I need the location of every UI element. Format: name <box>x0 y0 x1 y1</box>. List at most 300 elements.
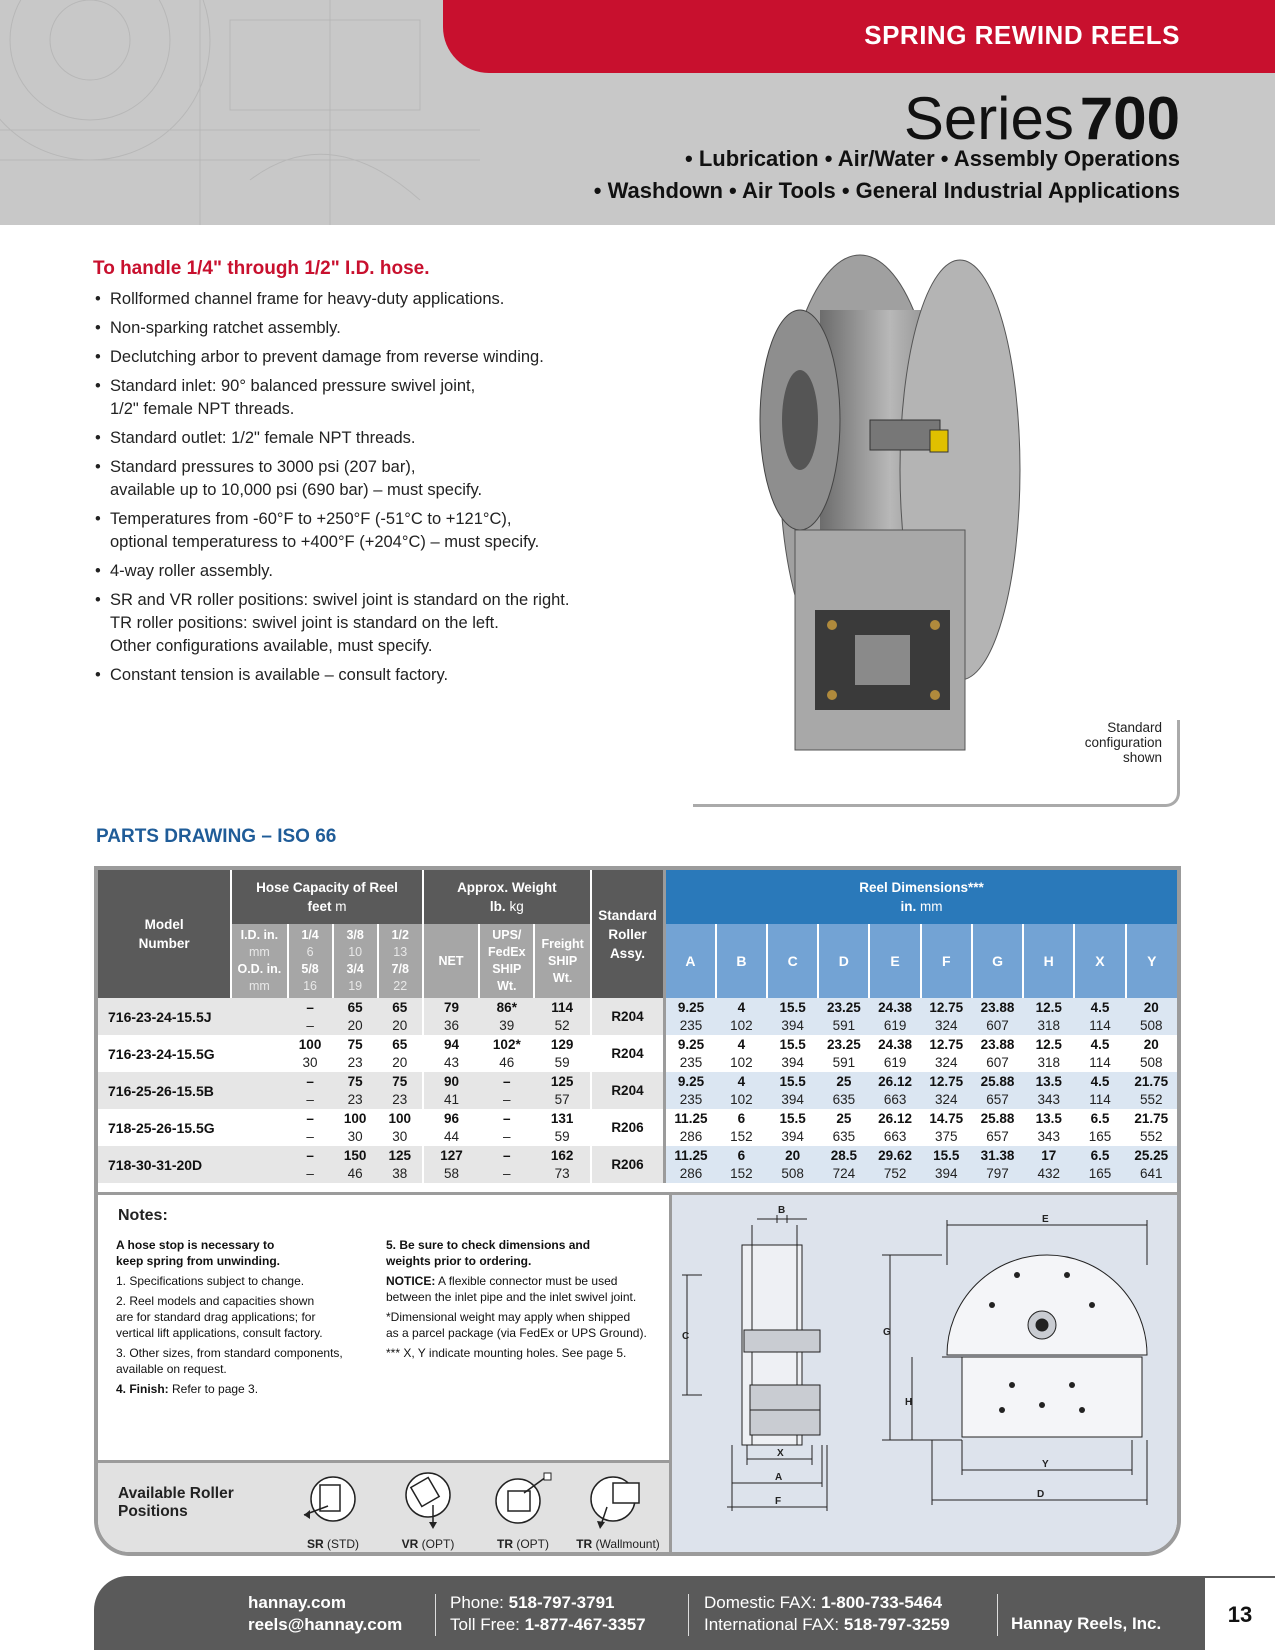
value-metric: 38 <box>392 1165 408 1181</box>
roller-assy: R206 <box>591 1109 665 1146</box>
dimension-cell <box>921 1109 972 1146</box>
value-imperial: 100 <box>298 1036 322 1052</box>
dimension-cell <box>665 1035 716 1072</box>
value-metric: 394 <box>935 1165 958 1181</box>
reel-dimensions-header <box>665 870 1177 924</box>
value-imperial: 150 <box>343 1147 367 1163</box>
value-metric: 57 <box>554 1091 570 1107</box>
roller-code: TR <box>496 1537 513 1551</box>
value-imperial: 65 <box>392 999 408 1015</box>
value-imperial: 4 <box>737 999 746 1015</box>
photo-caption: Standard configuration shown <box>1084 720 1162 765</box>
roller-code: TR <box>576 1537 593 1551</box>
roller-tr-wallmount-icon <box>583 1471 653 1531</box>
hose-capacity-title: Hose Capacity of Reel <box>256 880 398 895</box>
dimension-cell <box>665 998 716 1035</box>
value-imperial: 127 <box>440 1147 463 1163</box>
value-metric: – <box>503 1091 511 1107</box>
roller-note: (STD) <box>327 1537 359 1551</box>
value-metric: 607 <box>986 1054 1009 1070</box>
phone-label: Phone: <box>450 1593 504 1612</box>
notes-column-right <box>386 1237 666 1365</box>
value-metric: 607 <box>986 1017 1009 1033</box>
value-metric: – <box>503 1165 511 1181</box>
value-imperial: 4 <box>737 1073 746 1089</box>
notes-column-left <box>116 1237 366 1401</box>
value-imperial: – <box>306 1073 314 1089</box>
value-imperial: 23.25 <box>826 1036 861 1052</box>
value-metric: 102 <box>730 1017 753 1033</box>
dimensional-weight-note: *Dimensional weight may apply when shipped as a parcel package (via FedEx or UPS Ground). <box>386 1310 647 1340</box>
value-metric: 752 <box>883 1165 907 1181</box>
value-imperial: 23.88 <box>980 1036 1015 1052</box>
notice-text: A flexible connector must be used between the inlet pipe and the inlet swivel joint. <box>386 1274 637 1304</box>
net-weight-header: NET <box>423 924 479 998</box>
model-number: 716-25-26-15.5B <box>98 1072 231 1109</box>
dimension-cell <box>1074 998 1125 1035</box>
capacity-cell <box>378 1035 423 1072</box>
hose-size-3-8 <box>333 924 378 998</box>
value-imperial: 25 <box>836 1073 852 1089</box>
series-number: 700 <box>1079 85 1180 152</box>
dimension-drawing <box>672 1192 1177 1556</box>
value-imperial: 162 <box>550 1147 574 1163</box>
od-label: O.D. in. <box>237 962 282 976</box>
approx-weight-header <box>423 870 591 924</box>
value-imperial: 20 <box>1143 999 1159 1015</box>
capacity-cell <box>378 1072 423 1109</box>
value-metric: 394 <box>781 1128 804 1144</box>
value-metric: 552 <box>1140 1128 1163 1144</box>
value-metric: 324 <box>935 1054 958 1070</box>
dim-col-x: X <box>1074 924 1125 998</box>
value-metric: 73 <box>554 1165 570 1181</box>
value-imperial: 11.25 <box>674 1147 708 1163</box>
value-imperial: 4.5 <box>1090 1036 1110 1052</box>
feature-list <box>94 288 654 693</box>
roller-note: (Wallmount) <box>595 1537 660 1551</box>
dim-label-f: F <box>775 1496 782 1507</box>
id-label: I.D. in. <box>240 928 279 942</box>
value-metric: 235 <box>679 1054 703 1070</box>
spec-table <box>98 870 1177 1183</box>
value-imperial: 15.5 <box>779 999 806 1015</box>
value-metric: 30 <box>302 1054 318 1070</box>
value-imperial: – <box>306 999 314 1015</box>
value-imperial: 6 <box>737 1110 746 1126</box>
weight-cell <box>479 1072 534 1109</box>
notice-label: NOTICE: <box>386 1274 436 1288</box>
value-metric: 43 <box>443 1054 459 1070</box>
header-band <box>0 0 1275 225</box>
feature-item: • Declutching arbor to prevent damage from reverse winding. <box>94 346 654 369</box>
roller-note: (OPT) <box>421 1537 455 1551</box>
value-metric: 52 <box>554 1017 570 1033</box>
value-imperial: 102* <box>492 1036 521 1052</box>
weight-cell <box>534 998 590 1035</box>
value-imperial: 26.12 <box>878 1110 912 1126</box>
value-imperial: 23.88 <box>980 999 1015 1015</box>
feature-item: • Constant tension is available – consult factory. <box>94 664 654 687</box>
roller-code: SR <box>306 1537 324 1551</box>
dimension-cell <box>716 1109 767 1146</box>
value-metric: 619 <box>883 1017 907 1033</box>
table-row <box>98 998 1177 1035</box>
value-imperial: 12.5 <box>1035 999 1062 1015</box>
value-metric: 635 <box>832 1128 856 1144</box>
footer <box>94 1576 1275 1650</box>
hose-id-mm: 13 <box>393 945 408 959</box>
value-imperial: 75 <box>347 1036 363 1052</box>
value-metric: 114 <box>1089 1017 1111 1033</box>
value-metric: 30 <box>392 1128 408 1144</box>
dim-col-c: C <box>767 924 818 998</box>
value-imperial: 4.5 <box>1090 999 1110 1015</box>
value-metric: 508 <box>1140 1017 1163 1033</box>
hose-size-1-2 <box>378 924 423 998</box>
dimension-cell <box>818 1109 869 1146</box>
value-metric: 165 <box>1088 1128 1112 1144</box>
value-metric: 23 <box>392 1091 408 1107</box>
dimension-cell <box>1023 1035 1074 1072</box>
empty-cell <box>231 1146 287 1183</box>
dimension-cell <box>1126 1035 1177 1072</box>
value-metric: 102 <box>730 1054 753 1070</box>
model-number: 716-23-24-15.5G <box>98 1035 231 1072</box>
note-4-label: 4. Finish: <box>116 1382 169 1396</box>
roller-position-vr <box>373 1471 483 1555</box>
dimension-cell <box>921 1072 972 1109</box>
roller-sr-icon <box>298 1471 368 1531</box>
applications-line-2: • Washdown • Air Tools • General Industrial Applications <box>593 178 1180 203</box>
dimension-cell <box>1074 1072 1125 1109</box>
value-metric: 41 <box>443 1091 459 1107</box>
value-metric: 46 <box>499 1054 515 1070</box>
value-imperial: 13.5 <box>1035 1110 1062 1126</box>
dimension-cell <box>1074 1109 1125 1146</box>
value-imperial: – <box>503 1110 511 1126</box>
hose-capacity-header <box>231 870 423 924</box>
capacity-cell <box>288 1146 333 1183</box>
roller-position-tr <box>468 1471 578 1555</box>
id-mm-label: mm <box>248 945 270 959</box>
value-metric: 114 <box>1089 1091 1111 1107</box>
weight-cell <box>479 1035 534 1072</box>
value-metric: 343 <box>1037 1128 1060 1144</box>
value-imperial: 23.25 <box>826 999 861 1015</box>
value-metric: 152 <box>730 1128 753 1144</box>
value-imperial: 9.25 <box>677 999 705 1015</box>
value-imperial: 29.62 <box>878 1147 912 1163</box>
value-imperial: 13.5 <box>1035 1073 1062 1089</box>
feature-item: • Standard inlet: 90° balanced pressure swivel joint, 1/2" female NPT threads. <box>94 375 654 421</box>
roller-sr-label <box>278 1537 388 1551</box>
value-imperial: 24.38 <box>878 999 912 1015</box>
notice-note <box>386 1273 666 1305</box>
dimension-cell <box>869 1072 920 1109</box>
value-metric: 432 <box>1037 1165 1060 1181</box>
feature-item: • Rollformed channel frame for heavy-duty applications. <box>94 288 654 311</box>
hose-stop-note: A hose stop is necessary to keep spring from unwinding. <box>116 1238 281 1268</box>
weight-cell <box>534 1109 590 1146</box>
dim-label-h: H <box>905 1397 913 1408</box>
hose-size-1-4 <box>288 924 333 998</box>
dims-title: Reel Dimensions*** <box>859 880 984 895</box>
website-link[interactable]: hannay.com <box>248 1593 346 1612</box>
value-imperial: 65 <box>392 1036 408 1052</box>
feature-item: • Standard pressures to 3000 psi (207 bar), available up to 10,000 psi (690 bar) – must specify. <box>94 456 654 502</box>
value-imperial: – <box>503 1073 511 1089</box>
value-imperial: 25.88 <box>980 1073 1015 1089</box>
value-metric: 394 <box>781 1054 804 1070</box>
reel-product-photo <box>740 250 1030 770</box>
value-imperial: 24.38 <box>878 1036 912 1052</box>
capacity-cell <box>288 1072 333 1109</box>
dim-label-g: G <box>883 1327 891 1338</box>
weight-cell <box>479 1109 534 1146</box>
value-metric: 797 <box>986 1165 1009 1181</box>
value-metric: 619 <box>883 1054 907 1070</box>
value-imperial: 11.25 <box>674 1110 708 1126</box>
roller-position-tr-wallmount <box>563 1471 673 1555</box>
notes-title: Notes: <box>118 1207 168 1224</box>
value-imperial: 65 <box>347 999 363 1015</box>
dimension-cell <box>1126 998 1177 1035</box>
value-imperial: – <box>306 1110 314 1126</box>
model-number: 718-30-31-20D <box>98 1146 231 1183</box>
value-metric: – <box>306 1165 314 1181</box>
model-number: 716-23-24-15.5J <box>98 998 231 1035</box>
value-metric: 114 <box>1089 1054 1111 1070</box>
intro-title: To handle 1/4" through 1/2" I.D. hose. <box>93 258 430 279</box>
dim-col-e: E <box>869 924 920 998</box>
value-metric: – <box>503 1128 511 1144</box>
dimension-cell <box>1023 1072 1074 1109</box>
parts-drawing-title: PARTS DRAWING – ISO 66 <box>96 826 337 847</box>
value-metric: 20 <box>392 1017 408 1033</box>
capacity-cell <box>333 1072 378 1109</box>
dimension-drawing-svg <box>672 1195 1177 1556</box>
dimension-cell <box>767 1146 818 1183</box>
table-row <box>98 1072 1177 1109</box>
roller-code: VR <box>401 1537 419 1551</box>
dimension-cell <box>1074 1035 1125 1072</box>
hose-od-mm: 19 <box>348 979 363 993</box>
hose-od-in: 5/8 <box>301 962 319 976</box>
company-name: Hannay Reels, Inc. <box>1011 1614 1162 1633</box>
dimension-cell <box>921 1146 972 1183</box>
value-imperial: 12.75 <box>929 999 964 1015</box>
dim-col-g: G <box>972 924 1023 998</box>
value-imperial: 20 <box>785 1147 801 1163</box>
value-imperial: 15.5 <box>933 1147 960 1163</box>
spec-table-body <box>98 998 1177 1183</box>
value-metric: 591 <box>832 1017 856 1033</box>
capacity-cell <box>333 1146 378 1183</box>
capacity-cell <box>333 1035 378 1072</box>
dimension-cell <box>972 1072 1023 1109</box>
weight-cell <box>423 1072 479 1109</box>
value-metric: 318 <box>1037 1017 1060 1033</box>
dimension-cell <box>716 1072 767 1109</box>
value-imperial: 100 <box>343 1110 367 1126</box>
dimension-cell <box>818 1035 869 1072</box>
value-imperial: 125 <box>388 1147 412 1163</box>
hose-id-mm: 6 <box>306 945 314 959</box>
value-metric: – <box>306 1017 314 1033</box>
value-metric: 635 <box>832 1091 856 1107</box>
value-metric: 657 <box>986 1091 1009 1107</box>
dimension-cell <box>716 1035 767 1072</box>
note-4 <box>116 1381 366 1397</box>
feature-item: • Standard outlet: 1/2" female NPT threads. <box>94 427 654 450</box>
dimension-cell <box>767 1035 818 1072</box>
value-imperial: 21.75 <box>1134 1110 1169 1126</box>
value-imperial: 21.75 <box>1134 1073 1169 1089</box>
email-link[interactable]: reels@hannay.com <box>248 1615 403 1634</box>
value-imperial: 90 <box>443 1073 459 1089</box>
hose-size-label-column <box>231 924 287 998</box>
model-number-header: Model Number <box>98 870 231 998</box>
capacity-cell <box>378 1109 423 1146</box>
value-metric: 235 <box>679 1091 703 1107</box>
footer-phone <box>450 1592 646 1636</box>
value-imperial: 15.5 <box>779 1110 806 1126</box>
dimension-cell <box>972 1146 1023 1183</box>
value-metric: 36 <box>443 1017 459 1033</box>
value-metric: 552 <box>1140 1091 1163 1107</box>
capacity-cell <box>333 998 378 1035</box>
domestic-fax-number: 1-800-733-5464 <box>821 1593 943 1612</box>
intl-fax-number: 518-797-3259 <box>843 1615 950 1634</box>
value-imperial: 86* <box>496 999 517 1015</box>
hose-id-in: 1/2 <box>391 928 409 942</box>
value-metric: 324 <box>935 1091 958 1107</box>
page-number: 13 <box>1203 1578 1275 1650</box>
hose-od-mm: 16 <box>303 979 318 993</box>
table-row <box>98 1109 1177 1146</box>
tollfree-number: 1-877-467-3357 <box>524 1615 646 1634</box>
weight-title: Approx. Weight <box>457 880 557 895</box>
weight-units-light: kg <box>509 899 524 914</box>
value-imperial: 25.88 <box>980 1110 1015 1126</box>
capacity-units-light: m <box>335 899 347 914</box>
value-metric: 286 <box>679 1165 703 1181</box>
value-metric: 318 <box>1037 1054 1060 1070</box>
roller-vr-label <box>373 1537 483 1551</box>
value-metric: 641 <box>1140 1165 1163 1181</box>
value-metric: 343 <box>1037 1091 1060 1107</box>
dimension-cell <box>818 1072 869 1109</box>
xy-mounting-note: *** X, Y indicate mounting holes. See page 5. <box>386 1346 627 1360</box>
dim-label-x: X <box>777 1448 784 1459</box>
value-imperial: 9.25 <box>677 1073 705 1089</box>
note-5: 5. Be sure to check dimensions and weights prior to ordering. <box>386 1238 591 1268</box>
value-metric: 508 <box>1140 1054 1163 1070</box>
weight-cell <box>423 1035 479 1072</box>
dim-col-y: Y <box>1126 924 1177 998</box>
weight-cell <box>423 1146 479 1183</box>
value-imperial: 17 <box>1041 1147 1057 1163</box>
roller-tr-label <box>468 1537 578 1551</box>
dimension-cell <box>972 1109 1023 1146</box>
value-metric: 375 <box>935 1128 958 1144</box>
value-metric: – <box>306 1091 314 1107</box>
value-metric: 724 <box>832 1165 856 1181</box>
footer-divider <box>997 1594 998 1636</box>
footer-divider <box>688 1594 689 1636</box>
dimension-cell <box>1023 1109 1074 1146</box>
feature-item: • 4-way roller assembly. <box>94 560 654 583</box>
ups-fedex-weight-header: UPS/ FedEx SHIP Wt. <box>479 924 534 998</box>
dim-col-b: B <box>716 924 767 998</box>
hose-id-mm: 10 <box>348 945 363 959</box>
value-metric: 59 <box>554 1054 570 1070</box>
hose-id-in: 1/4 <box>301 928 319 942</box>
value-metric: 508 <box>781 1165 804 1181</box>
capacity-cell <box>288 998 333 1035</box>
value-imperial: 94 <box>443 1036 459 1052</box>
value-imperial: 15.5 <box>779 1073 806 1089</box>
dim-label-d: D <box>1037 1489 1045 1500</box>
feature-item: • SR and VR roller positions: swivel joint is standard on the right. TR roller positions: swivel joint is standard on the left. Other configurations available, must specify. <box>94 589 654 658</box>
phone-number: 518-797-3791 <box>508 1593 615 1612</box>
od-mm-label: mm <box>248 979 270 993</box>
dim-label-y: Y <box>1042 1459 1049 1470</box>
value-imperial: 75 <box>347 1073 363 1089</box>
dimension-cell <box>1023 998 1074 1035</box>
roller-assy: R206 <box>591 1146 665 1183</box>
roller-tr-icon <box>488 1471 558 1531</box>
roller-positions-section <box>98 1460 672 1556</box>
weight-cell <box>423 1109 479 1146</box>
value-metric: 286 <box>679 1128 703 1144</box>
dim-label-e: E <box>1042 1214 1049 1225</box>
value-imperial: 25 <box>836 1110 852 1126</box>
value-metric: 30 <box>347 1128 363 1144</box>
roller-positions-title: Available Roller Positions <box>118 1485 234 1520</box>
hose-od-mm: 22 <box>393 979 408 993</box>
weight-units-bold: lb. <box>489 899 506 914</box>
value-imperial: 4 <box>737 1036 746 1052</box>
value-metric: 657 <box>986 1128 1009 1144</box>
value-metric: 591 <box>832 1054 856 1070</box>
dimension-cell <box>767 1072 818 1109</box>
roller-assy-header: Standard Roller Assy. <box>591 870 665 998</box>
dimension-cell <box>869 998 920 1035</box>
value-imperial: 75 <box>392 1073 408 1089</box>
dimension-cell <box>716 998 767 1035</box>
feature-item: • Temperatures from -60°F to +250°F (-51°C to +121°C), optional temperaturess to +400°F (+204°C) – must specify. <box>94 508 654 554</box>
roller-position-sr <box>278 1471 388 1555</box>
roller-vr-icon <box>393 1471 463 1531</box>
value-metric: 46 <box>347 1165 363 1181</box>
value-metric: 394 <box>781 1017 804 1033</box>
capacity-units-bold: feet <box>307 899 332 914</box>
footer-contact-web <box>248 1592 402 1636</box>
dimension-cell <box>665 1109 716 1146</box>
weight-cell <box>479 998 534 1035</box>
roller-tr-wallmount-label <box>563 1537 673 1551</box>
note-4-text: Refer to page 3. <box>168 1382 259 1396</box>
value-imperial: 12.75 <box>929 1036 964 1052</box>
value-imperial: 96 <box>443 1110 459 1126</box>
value-metric: 324 <box>935 1017 958 1033</box>
domestic-fax-label: Domestic FAX: <box>704 1593 817 1612</box>
value-imperial: 6 <box>737 1147 746 1163</box>
dimension-cell <box>869 1146 920 1183</box>
feature-item: • Non-sparking ratchet assembly. <box>94 317 654 340</box>
